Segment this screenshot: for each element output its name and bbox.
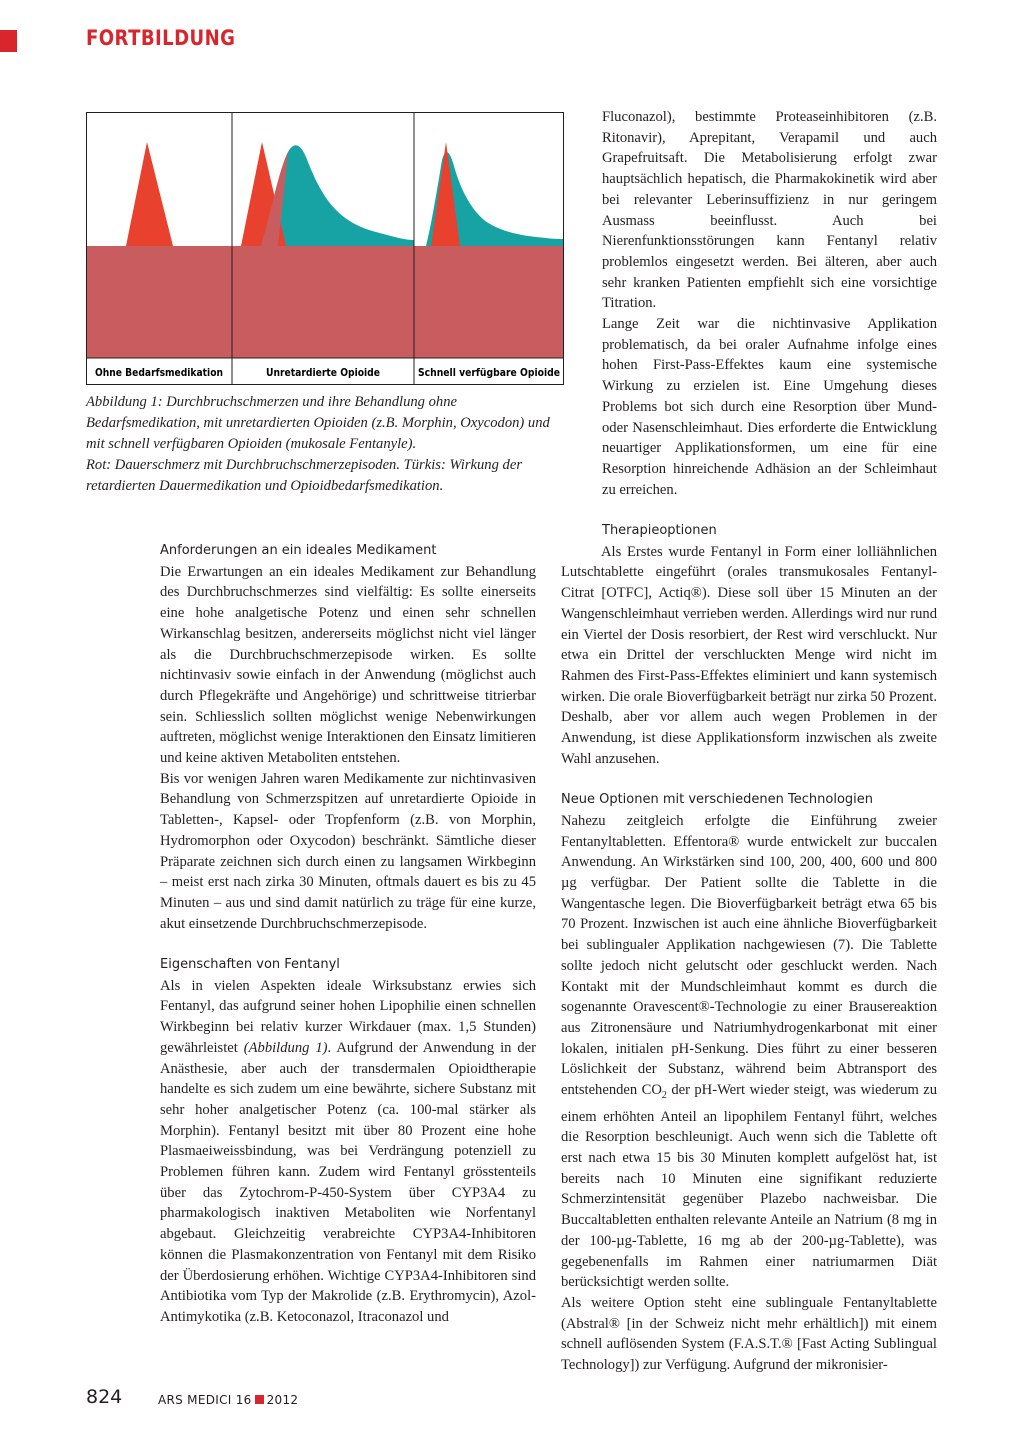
paragraph: Als Erstes wurde Fentanyl in Form einer lolliähnlichen Lutschtablette eingeführt (orales transmukosales Fentanyl-Citrat [OTFC], Actiq®). Diese soll über 15 Minuten an der Wangenschleimhaut verrieben werden. Allerdings wird nur rund ein Viertel der Dosis resorbiert, der Rest wird verschluckt. Nur etwa ein Drittel der verschluckten Menge wird nicht im Rahmen des First-Pass-Effektes eliminiert und kann systemisch wirken. Die orale Bioverfügbarkeit beträgt nur zirka 50 Prozent. Deshalb, aber vor allem auch wegen Problemen in der Anwendung, ist diese Applikationsform inzwischen als zweite Wahl anzusehen.: [561, 543, 937, 767]
baseline-pain-area: [86, 246, 232, 358]
section-heading: Therapieoptionen: [602, 523, 717, 539]
panel-label: Schnell verfügbare Opioide: [418, 366, 560, 379]
panel-label: Unretardierte Opioide: [266, 366, 380, 379]
figure-caption: [86, 392, 564, 497]
right-column: [561, 107, 937, 1376]
section-heading: Eigenschaften von Fentanyl: [160, 957, 340, 973]
figure-reference: (Abbildung 1): [243, 1039, 328, 1056]
panel-label: Ohne Bedarfsmedikation: [95, 366, 223, 379]
paragraph: Als in vielen Aspekten ideale Wirksubstanz erwies sich Fentanyl, das aufgrund seiner hohen Lipophilie einen schnellen Wirkbeginn bei relativ kurzer Wirkdauer (max. 1,5 Stunden) gewährleistet (Abbildung 1). Aufgrund der Anwendung in der Anästhesie, aber auch der transdermalen Opioidtherapie handelte es sich zudem um eine bewährte, sichere Substanz mit sehr hoher analgetischer Potenz (ca. 100-mal stärker als Morphin). Fentanyl besitzt mit über 80 Prozent eine hohe Plasmaeiweissbindung, was bei Verdrängung potenziell zu Problemen führen kann. Zudem wird Fentanyl grösstenteils über das Zytochrom-P-450-System über CYP3A4 zu pharmakologisch inaktiven Metaboliten wie Norfentanyl abgebaut. Gleichzeitig verabreichte CYP3A4-Inhibitoren können die Plasmakonzentration von Fentanyl mit dem Risiko der Überdosierung erhöhen. Wichtige CYP3A4-Inhibitoren sind Antibiotika vom Typ der Makrolide (z.B. Erythromycin), Azol-Antimykotika (z.B. Ketoconazol, Itraconazol und: [160, 977, 536, 1325]
paragraph: Die Erwartungen an ein ideales Medikament zur Behandlung des Durchbruchschmerzes sind vielfältig: Es sollte einerseits eine hohe analgetische Potenz und einen sehr schnellen Wirkanschlag besitzen, andererseits möglichst nicht viel länger als die Durchbruchschmerzepisode wirken. Es sollte nichtinvasiv sowie einfach in der Anwendung (möglichst auch durch Pflegekräfte und Angehörige) und schrittweise titrierbar sein. Schliesslich sollten möglichst wenige Nebenwirkungen auftreten, möglichst wenige Interaktionen den Einsatz limitieren und keine aktiven Metaboliten entstehen.: [160, 563, 536, 767]
paragraph: Lange Zeit war die nichtinvasive Applikation problematisch, da bei oraler Aufnahme infolge eines hohen First-Pass-Effektes kaum eine systemische Wirkung zu erzielen ist. Eine Umgehung dieses Problems bot sich durch eine Resorption über Mund- oder Nasenschleimhaut. Dies erforderte die Entwicklung neuartiger Applikationsformen, um eine für eine Resorption hinreichende Adhäsion an der Schleimhaut zu erreichen.: [602, 316, 937, 498]
paragraph: Fluconazol), bestimmte Proteaseinhibitoren (z.B. Ritonavir), Aprepitant, Verapamil und auch Grapefruitsaft. Die Metabolisierung erfolgt zwar hauptsächlich hepatisch, die Pharmakokinetik wird aber bei relevanter Leberinsuffizienz in nur geringem Ausmass beeinflusst. Auch bei Nierenfunktionsstörungen kann Fentanyl relativ problemlos eingesetzt werden. Bei älteren, aber auch sehr kranken Patienten empfiehlt sich eine vorsichtige Titration.: [602, 109, 937, 312]
panel-unretarded-opioids: [232, 112, 414, 385]
breakthrough-pain-diagram: [86, 112, 564, 385]
section-marker: [0, 30, 17, 52]
journal-info: [158, 1393, 298, 1407]
journal-year: 2012: [266, 1393, 299, 1407]
left-column: [160, 541, 536, 1328]
caption-legend: Rot: Dauerschmerz mit Durchbruchschmerzepisoden. Türkis: Wirkung der retardierten Dauermedikation und Opioidbedarfsmedikation.: [86, 457, 523, 494]
page-number: 824: [86, 1386, 123, 1408]
journal-name: ARS MEDICI 16: [158, 1393, 252, 1407]
section-heading: Neue Optionen mit verschiedenen Technologien: [561, 792, 873, 808]
section-heading: Anforderungen an ein ideales Medikament: [160, 543, 437, 558]
paragraph: Bis vor wenigen Jahren waren Medikamente zur nichtinvasiven Behandlung von Schmerzspitzen auf unretardierte Opioide in Tabletten-, Kapsel- oder Tropfenform (z.B. von Morphin, Hydromorphon oder Oxycodon) beschränkt. Sämtliche dieser Präparate zeichnen sich durch einen zu langsamen Wirkbeginn – meist erst nach zirka 30 Minuten, oftmals dauert es bis zu 45 Minuten – aus und sind damit natürlich zu träge für eine kurze, akut einsetzende Durchbruchschmerzepisode.: [160, 770, 536, 932]
footer-square-icon: [255, 1395, 264, 1404]
panel-no-medication: [86, 112, 232, 385]
figure-1: [86, 112, 564, 385]
paragraph: Nahezu zeitgleich erfolgte die Einführung zweier Fentanyltabletten. Effentora® wurde entwickelt zur buccalen Anwendung. An Wirkstärken sind 100, 200, 400, 600 und 800 µg verfügbar. Der Patient sollte die Tablette in die Wangentasche legen. Die Bioverfügbarkeit beträgt etwa 65 bis 70 Prozent. Inzwischen ist auch eine ähnliche Bioverfügbarkeit bei sublingualer Applikation nachgewiesen (7). Die Tablette sollte jedoch nicht gelutscht oder geschluckt werden. Nach Kontakt mit der Mundschleimhaut kommt es durch die sogenannte Oravescent®-Technologie zu einer Brausereaktion aus Zitronensäure und Natriumhydrogenkarbonat mit einer lokalen, initialen pH-Senkung. Dies führt zu einer besseren Löslichkeit der Substanz, während beim Abtransport des entstehenden $CO_2$ der pH-Wert wieder steigt, was wiederum zu einem erhöhten Anteil an lipophilem Fentanyl führt, welches die Resorption beschleunigt. Auch wenn sich die Tablette oft erst nach etwa 15 bis 30 Minuten komplett aufgelöst hat, ist bereits nach 10 Minuten eine signifikant reduzierte Schmerzintensität gegenüber Plazebo nachweisbar. Die Buccaltabletten enthalten relevante Anteile an Natrium (8 mg in der 100-µg-Tablette, 16 mg ab der 200-µg-Tablette), was gegebenenfalls im Rahmen einer natriumarmen Diät berücksichtigt werden sollte.: [561, 812, 937, 1291]
paragraph: Als weitere Option steht eine sublinguale Fentanyltablette (Abstral® [in der Schweiz nicht mehr erhältlich]) mit einem schnell auflösenden System (F.A.S.T.® [Fast Acting Sublingual Technology]) zur Verfügung. Aufgrund der mikronisier-: [561, 1294, 937, 1374]
section-title: FORTBILDUNG: [86, 26, 236, 50]
caption-text: Abbildung 1: Durchbruchschmerzen und ihre Behandlung ohne Bedarfsmedikation, mit unretardierten Opioiden (z.B. Morphin, Oxycodon) und mit schnell verfügbaren Opioiden (mukosale Fentanyle).: [86, 394, 550, 452]
panel-fast-opioids: [414, 112, 564, 385]
